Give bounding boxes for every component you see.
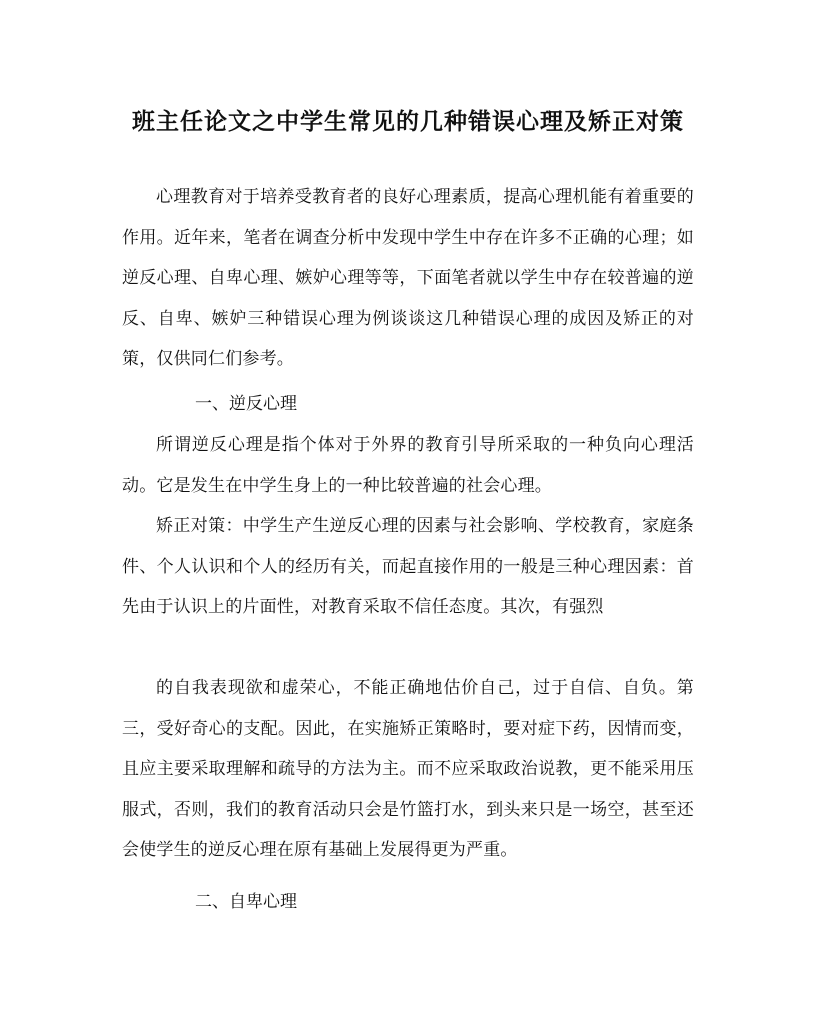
section-paragraph-correction-strategy: 矫正对策：中学生产生逆反心理的因素与社会影响、学校教育，家庭条件、个人认识和个人的经历有关，而起直接作用的一般是三种心理因素：首先由于认识上的片面性，对教育采取不信任态度。其次，有强烈 [122,516,694,617]
section-heading-rebellious-psychology: 一、逆反心理 [195,394,297,414]
intro-paragraph: 心理教育对于培养受教育者的良好心理素质，提高心理机能有着重要的作用。近年来，笔者在调查分析中发现中学生中存在许多不正确的心理；如逆反心理、自卑心理、嫉妒心理等等，下面笔者就以学生中存在较普遍的逆反、自卑、嫉妒三种错误心理为例谈谈这几种错误心理的成因及矫正的对策，仅供同仁们参考。 [122,187,694,369]
section-paragraph-definition: 所谓逆反心理是指个体对于外界的教育引导所采取的一种负向心理活动。它是发生在中学生身上的一种比较普遍的社会心理。 [122,435,694,496]
document-title: 班主任论文之中学生常见的几种错误心理及矫正对策 [132,108,684,135]
section-paragraph-continuation: 的自我表现欲和虚荣心，不能正确地估价自己，过于自信、自负。第三，受好奇心的支配。因此，在实施矫正策略时，要对症下药，因情而变，且应主要采取理解和疏导的方法为主。而不应采取政治说教，更不能采用压服式，否则，我们的教育活动只会是竹篮打水，到头来只是一场空，甚至还会使学生的逆反心理在原有基础上发展得更为严重。 [122,678,694,860]
section-heading-inferiority-psychology: 二、自卑心理 [195,892,297,912]
